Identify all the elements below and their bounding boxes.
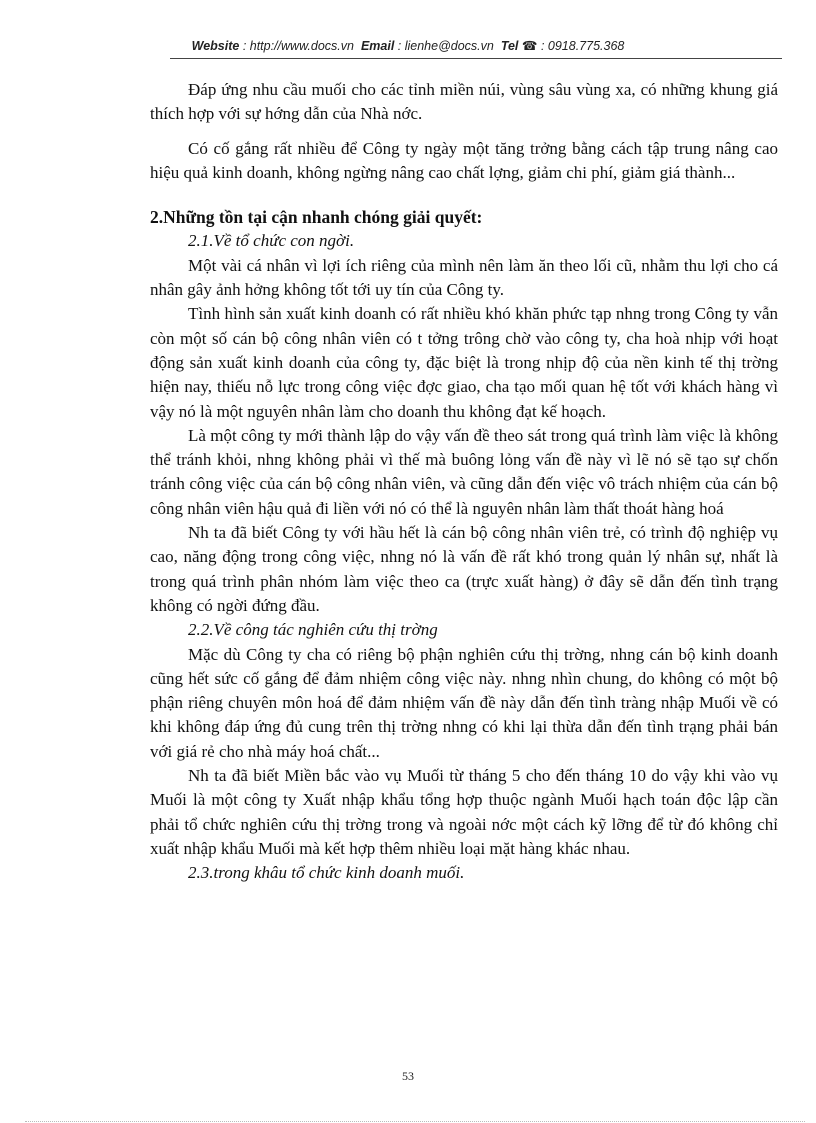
subsection-heading: 2.3.trong khâu tổ chức kinh doanh muối.: [188, 863, 465, 883]
paragraph: Nh ta đã biết Miền bắc vào vụ Muối từ tháng 5 cho đến tháng 10 do vậy khi vào vụ Muối là một công ty Xuất nhập khẩu tổng hợp thuộc ngành Muối hạch toán độc lập cần phải tổ chức nghiên cứu thị trờng trong và ngoài nớc một cách kỹ lỡng để từ đó không chỉ xuất nhập khẩu Muối mà kết hợp thêm nhiều loại mặt hàng khác nhau.: [150, 766, 778, 858]
paragraph: Nh ta đã biết Công ty với hầu hết là cán bộ công nhân viên trẻ, có trình độ nghiệp vụ cao, năng động trong công việc, nhng nó là vấn đề rất khó trong quản lý nhân sự, nhất là trong quá trình phân nhóm làm việc theo ca (trực xuất hàng) ở đây sẽ dẫn đến tình trạng không có ngời đứng đầu.: [150, 523, 778, 615]
page-header: [0, 38, 816, 53]
paragraph: Một vài cá nhân vì lợi ích riêng của mình nên làm ăn theo lối cũ, nhằm thu lợi cho cá nhân gây ảnh hởng không tốt tới uy tín của Công ty.: [150, 255, 778, 300]
page-bottom-divider: [25, 1121, 805, 1122]
page-number: 53: [402, 1069, 414, 1083]
paragraph: Mặc dù Công ty cha có riêng bộ phận nghiên cứu thị trờng, nhng cán bộ kinh doanh cũng hết sức cố gắng để đảm nhiệm công việc này. nhng nhìn chung, do không có một bộ phận riêng chuyên môn hoá để đảm nhiệm vấn đề này dẫn đến tình tràng nhập Muối về có khi không đáp ứng đủ cung trên thị trờng nhng có khi lại thừa dẫn đến tình trạng phải bán với giá rẻ cho nhà máy hoá chất...: [150, 644, 778, 761]
paragraph: Là một công ty mới thành lập do vậy vấn đề theo sát trong quá trình làm việc là không thể tránh khỏi, nhng không phải vì thế mà buông lỏng vấn đề này vì lẽ nó sẽ tạo sự chốn tránh công việc của cán bộ công nhân viên, và cũng dẫn đến việc vô trách nhiệm của cán bộ công nhân viên hậu quả đi liền với nó có thể là nguyên nhân làm thất thoát hàng hoá: [150, 425, 778, 518]
email-label: Email: [360, 39, 395, 53]
website-label: Website: [191, 39, 240, 53]
paragraph: Có cố gắng rất nhiều để Công ty ngày một tăng trởng bằng cách tập trung nâng cao hiệu quả kinh doanh, không ngừng nâng cao chất lợng, giảm chi phí, giảm giá thành...: [150, 138, 778, 182]
subsection-heading: 2.1.Về tổ chức con ngời.: [188, 231, 355, 251]
section-heading: 2.Những tồn tại cận nhanh chóng giải quyết:: [150, 207, 483, 228]
paragraph: Tình hình sản xuất kinh doanh có rất nhiều khó khăn phức tạp nhng trong Công ty vẫn còn một số cán bộ công nhân viên có t tởng trông chờ vào công ty, cha hoà nhịp với hoạt động sản xuất kinh doanh của công ty, đặc biệt là trong nhịp độ của nền kinh tế thị trờng hiện nay, thiếu nỗ lực trong công việc đợc giao, cha tạo mối quan hệ tốt với khách hàng vì vậy nó là một nguyên nhân làm cho doanh thu không đạt kế hoạch.: [150, 304, 778, 421]
paragraph: Đáp ứng nhu cầu muối cho các tỉnh miền núi, vùng sâu vùng xa, có những khung giá thích hợp với sự hớng dẫn của Nhà nớc.: [150, 80, 778, 124]
tel-label: Tel: [500, 39, 519, 53]
subsection-heading: 2.2.Về công tác nghiên cứu thị trờng: [188, 620, 438, 640]
document-body: [150, 78, 778, 886]
website-url: : http://www.docs.vn: [242, 39, 354, 53]
email-address: : lienhe@docs.vn: [397, 39, 494, 53]
header-divider: [170, 58, 782, 59]
tel-number: ☎ : 0918.775.368: [521, 39, 625, 53]
